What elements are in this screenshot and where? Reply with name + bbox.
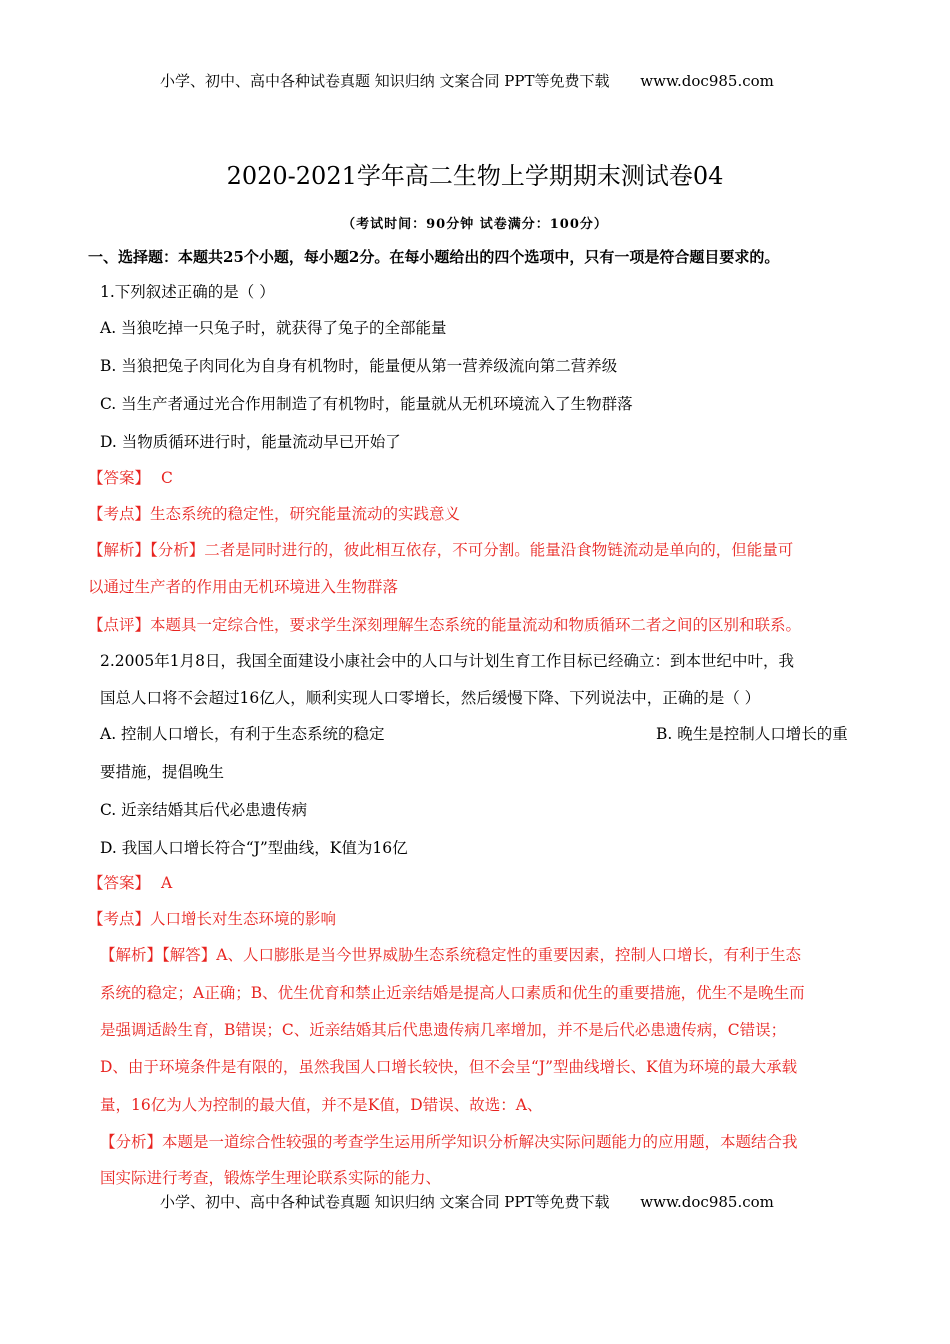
q1-analysis-line-1 [88,538,793,560]
q2-stem-line-1: 2.2005年1月8日，我国全面建设小康社会中的人口与计划生育工作目标已经确立：到本世纪中叶，我 [100,652,794,670]
answer-tag: 【答案】 [88,469,151,487]
q2-point [88,907,336,929]
q2-analysis-line-2: 系统的稳定；A正确；B、优生优育和禁止近亲结婚是提高人口素质和优生的重要措施，优生不是晚生而 [100,984,805,1002]
q2-option-c: C. 近亲结婚其后代必患遗传病 [100,801,308,819]
section-heading: 一、选择题：本题共25个小题，每小题2分。在每小题给出的四个选项中，只有一项是符合题目要求的。 [88,248,780,266]
header-text: 小学、初中、高中各种试卷真题 知识归纳 文案合同 PPT等免费下载 [160,72,610,90]
q2-option-b-cont: 要措施，提倡晚生 [100,763,225,781]
point-tag: 【考点】 [88,910,151,928]
answer-value: C [160,469,173,487]
point-text: 人口增长对生态环境的影响 [150,910,337,928]
q2-stem-line-2: 国总人口将不会超过16亿人，顺利实现人口零增长，然后缓慢下降、下列说法中，正确的是（ ） [100,689,761,707]
page-header [160,70,774,91]
q1-point [88,502,460,524]
exam-info: （考试时间：90分钟 试卷满分：100分） [342,217,608,232]
q2-option-d: D. 我国人口增长符合“J”型曲线，K值为16亿 [100,839,408,857]
analysis-tag: 【解析】【解答】 [100,946,217,964]
q2-analysis-line-1 [100,943,801,965]
q2-option-b: B. 晚生是控制人口增长的重 [656,725,848,743]
q2-analysis2-line-2: 国实际进行考查，锻炼学生理论联系实际的能力、 [100,1169,442,1187]
comment-text: 本题具一定综合性，要求学生深刻理解生态系统的能量流动和物质循环二者之间的区别和联系。 [150,616,802,634]
q1-answer [88,466,173,488]
q2-analysis-line-4: D、由于环境条件是有限的，虽然我国人口增长较快，但不会呈“J”型曲线增长、K值为环境的最大承载 [100,1058,798,1076]
point-tag: 【考点】 [88,505,151,523]
comment-tag: 【点评】 [88,616,151,634]
analysis-tag: 【分析】 [100,1133,163,1151]
footer-text: 小学、初中、高中各种试卷真题 知识归纳 文案合同 PPT等免费下载 [160,1193,610,1211]
footer-site-link[interactable]: www.doc985.com [640,1193,774,1211]
q1-option-b: B. 当狼把兔子肉同化为自身有机物时，能量便从第一营养级流向第二营养级 [100,357,618,375]
analysis-text: 本题是一道综合性较强的考查学生运用所学知识分析解决实际问题能力的应用题，本题结合我 [162,1133,798,1151]
analysis-tag: 【解析】【分析】 [88,541,205,559]
page-title: 2020-2021学年高二生物上学期期末测试卷04 [226,162,724,190]
point-text: 生态系统的稳定性，研究能量流动的实践意义 [150,505,461,523]
answer-value: A [160,874,173,892]
answer-tag: 【答案】 [88,874,151,892]
q1-option-d: D. 当物质循环进行时，能量流动早已开始了 [100,433,401,451]
q2-analysis-line-3: 是强调适龄生育，B错误；C、近亲结婚其后代患遗传病几率增加，并不是后代必患遗传病，C错误； [100,1021,787,1039]
q2-analysis2-line-1 [100,1130,798,1152]
q2-option-a: A. 控制人口增长，有利于生态系统的稳定 [100,725,385,743]
q2-analysis-line-5: 量，16亿为人为控制的最大值，并不是K值，D错误、故选：A、 [100,1096,543,1114]
q1-comment [88,613,801,635]
q1-stem: 1.下列叙述正确的是（ ） [100,283,275,301]
q1-option-a: A. 当狼吃掉一只兔子时，就获得了兔子的全部能量 [100,319,447,337]
q1-analysis-line-2: 以通过生产者的作用由无机环境进入生物群落 [88,578,399,596]
page-footer [160,1191,774,1212]
header-site-link[interactable]: www.doc985.com [640,72,774,90]
analysis-text: 二者是同时进行的，彼此相互依存，不可分割。能量沿食物链流动是单向的，但能量可 [204,541,794,559]
q2-answer [88,871,172,893]
q1-option-c: C. 当生产者通过光合作用制造了有机物时，能量就从无机环境流入了生物群落 [100,395,633,413]
analysis-text: A、人口膨胀是当今世界威胁生态系统稳定性的重要因素，控制人口增长，有利于生态 [216,946,801,964]
